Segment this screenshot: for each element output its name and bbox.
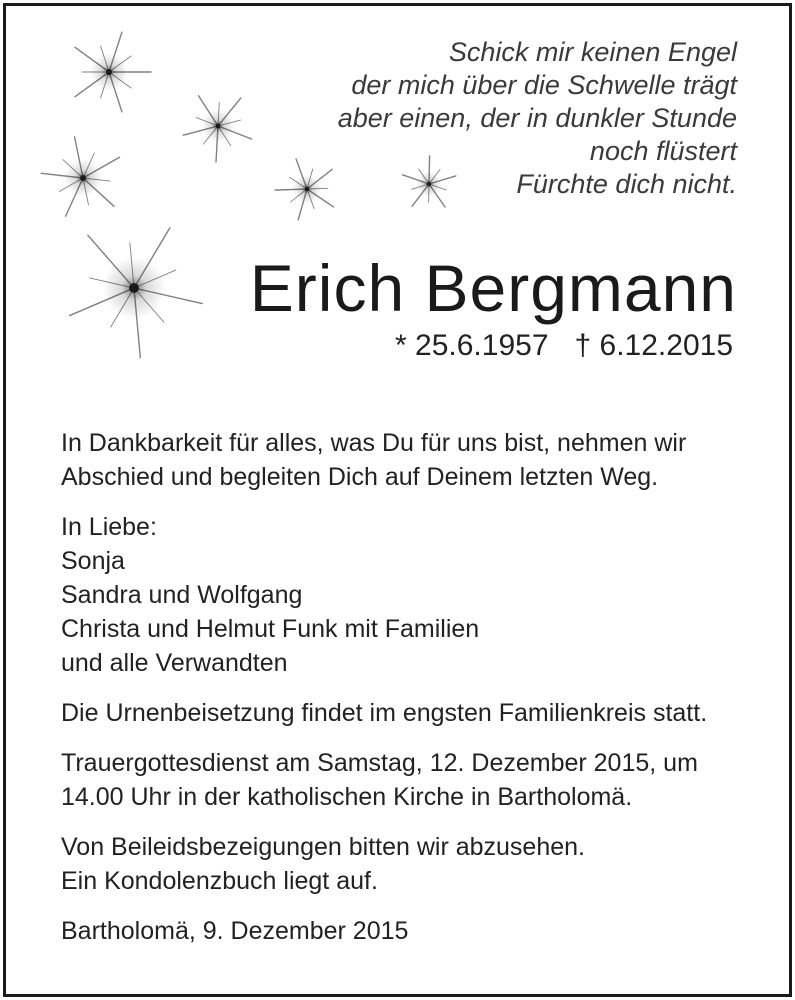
text-line: 14.00 Uhr in der katholischen Kirche in Bartholomä. [61, 783, 633, 811]
mourners-heading: In Liebe: [61, 513, 157, 541]
life-dates [395, 326, 733, 366]
star-icon-3 [41, 137, 119, 216]
notice-body [61, 426, 761, 948]
condolences-paragraph [61, 830, 761, 898]
poem-line: noch flüstert [589, 136, 737, 166]
poem-line: der mich über die Schwelle trägt [351, 70, 737, 100]
burial-paragraph [61, 696, 761, 730]
mourner: Sonja [61, 547, 125, 575]
stars-decoration [6, 6, 266, 376]
death-date: † 6.12.2015 [574, 329, 733, 362]
deceased-name: Erich Bergmann [249, 251, 737, 325]
mourner: und alle Verwandten [61, 649, 288, 677]
text-line: Von Beileidsbezeigungen bitten wir abzusehen. [61, 833, 585, 861]
text-line: Trauergottesdienst am Samstag, 12. Dezember 2015, um [61, 749, 698, 777]
mourner: Christa und Helmut Funk mit Familien [61, 615, 480, 643]
text-line: Bartholomä, 9. Dezember 2015 [61, 917, 409, 945]
place-date [61, 914, 761, 948]
poem [297, 36, 737, 201]
obituary-notice [3, 3, 792, 997]
poem-line: Schick mir keinen Engel [448, 37, 737, 67]
text-line: In Dankbarkeit für alles, was Du für uns bist, nehmen wir [61, 429, 687, 457]
service-paragraph [61, 746, 761, 814]
poem-line: aber einen, der in dunkler Stunde [337, 103, 737, 133]
text-line: Abschied und begleiten Dich auf Deinem letzten Weg. [61, 463, 659, 491]
gratitude-paragraph [61, 426, 761, 494]
text-line: Ein Kondolenzbuch liegt auf. [61, 867, 378, 895]
poem-line: Fürchte dich nicht. [516, 169, 737, 199]
mourners-list [61, 510, 761, 680]
star-icon-5 [70, 228, 203, 358]
star-icon-1 [75, 32, 151, 112]
mourner: Sandra und Wolfgang [61, 581, 303, 609]
birth-date: * 25.6.1957 [395, 329, 549, 362]
star-icon-2 [183, 96, 251, 162]
text-line: Die Urnenbeisetzung findet im engsten Familienkreis statt. [61, 699, 708, 727]
